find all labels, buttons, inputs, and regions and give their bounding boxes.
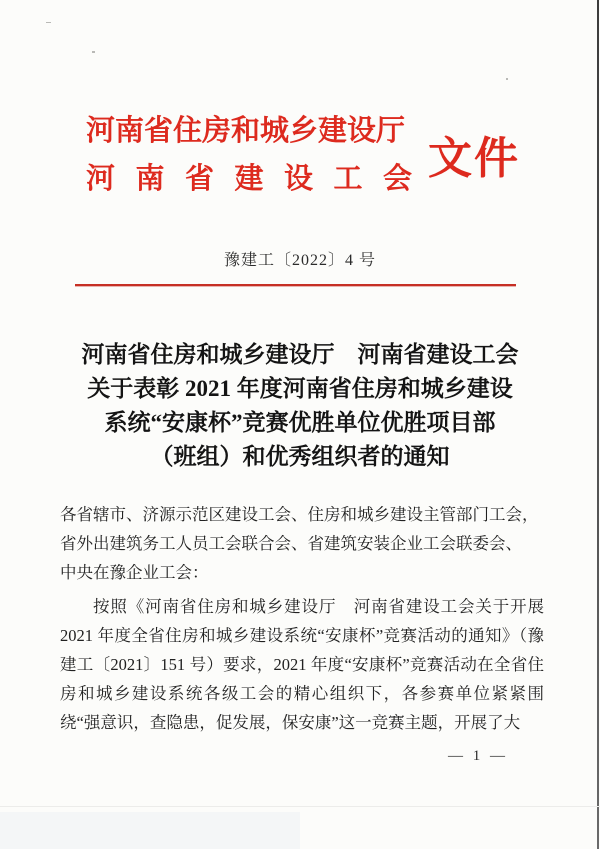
agency-name-line2: 河南省建设工会 [86,163,412,195]
scan-speck [46,22,51,23]
document-title [30,338,570,474]
red-separator-line [75,284,516,286]
doc-number: 豫建工〔2022〕4 号 [223,252,376,269]
scan-speck [506,78,508,80]
document-letterhead [86,106,520,202]
body-paragraph: 按照《河南省住房和城乡建设厅 河南省建设工会关于开展 2021 年度全省住房和城乡建设系统“安康杯”竞赛活动的通知》（豫建工〔2021〕151 号）要求，2021 年度“安康杯”竞赛活动在全省住房和城乡建设系统各级工会的精心组织下，各参赛单位紧紧围绕“强意识，查隐患，促发展，保安康”这一竞赛主题，开展了大 [60,597,544,732]
agency-name-line1: 河南省住房和城乡建设厅 [86,115,406,147]
scan-smudge [0,812,300,849]
title-line-2: 关于表彰 2021 年度河南省住房和城乡建设 [87,376,513,401]
scan-shadow-line [0,806,600,807]
recipients-line-2: 省外出建筑务工人员工会联合会、省建筑安装企业工会联委会、 [60,533,522,553]
doc-type-label: 文件 [428,134,520,183]
page-number: — 1 — [448,748,508,764]
title-line-4: （班组）和优秀组织者的通知 [150,444,450,469]
document-body [60,501,544,737]
scan-speck [92,51,95,53]
title-line-3: 系统“安康杯”竞赛优胜单位优胜项目部 [104,410,496,435]
recipients-line-1: 各省辖市、济源示范区建设工会、住房和城乡建设主管部门工会， [60,505,539,524]
agency-name-block [86,106,412,202]
scan-edge-line [597,0,599,849]
recipients-line-3: 中央在豫企业工会： [60,562,209,582]
title-line-1: 河南省住房和城乡建设厅 河南省建设工会 [81,342,519,367]
